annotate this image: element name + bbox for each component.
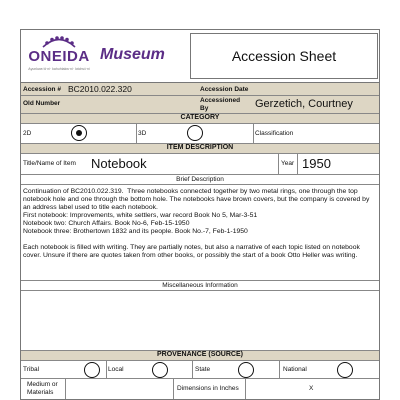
dimensions-x-label: X [309, 385, 314, 392]
year-value[interactable]: 1950 [302, 156, 331, 171]
provenance-options-row [21, 361, 379, 379]
sheet-title: Accession Sheet [190, 33, 378, 79]
dimensions-label: Dimensions in Inches [177, 385, 239, 392]
provenance-tribal-label: Tribal [23, 366, 40, 373]
old-number-label: Old Number [23, 100, 61, 107]
accession-sheet [20, 29, 380, 400]
brief-description-text: Continuation of BC2010.022.319. Three notebooks connected together by two metal rings, one through the top notebook hole and one through the bottom hole. The notebooks have brown covers, but the company is covered by an address label used to title each notebook. First notebook: Improvements, white settlers, war record Book No 5, Mar-3-51 Notebook two: Church Affairs. Book No-6, Feb-15-1950 Notebook three: Brothertown 1832 and its people. Book No.-7, Feb-1-1950 Each notebook is filled with writing. They are partially notes, but also a narrative of each topic listed on notebook cover. Unsure if there are quotes taken from other books, or possibly the start of a book Otto Heller was writing. [23, 188, 370, 259]
accessioned-by-label: Accessioned By [200, 97, 241, 112]
category-2d-radio[interactable] [71, 125, 87, 141]
provenance-heading: PROVENANCE (SOURCE) [21, 351, 379, 361]
category-heading: CATEGORY [21, 114, 379, 124]
title-label: Title/Name of Item [23, 160, 76, 167]
title-value[interactable]: Notebook [91, 156, 147, 171]
museum-title: Museum [100, 46, 165, 63]
medium-label: Medium or Materials [27, 381, 58, 396]
provenance-local-radio[interactable] [152, 362, 168, 378]
logo-text: ONEIDA [28, 48, 90, 65]
logo-arch-icon [41, 34, 77, 48]
misc-info-label: Miscellaneous Information [21, 281, 379, 291]
accession-number-value[interactable]: BC2010.022.320 [68, 84, 132, 94]
category-options-row [21, 124, 379, 144]
old-number-row [21, 96, 379, 114]
sheet-header [21, 30, 379, 83]
brief-description-box[interactable] [21, 185, 379, 281]
item-description-heading: ITEM DESCRIPTION [21, 144, 379, 154]
misc-info-box[interactable] [21, 291, 379, 351]
year-label: Year [281, 160, 295, 167]
provenance-state-radio[interactable] [238, 362, 254, 378]
category-3d-radio[interactable] [187, 125, 203, 141]
title-row [21, 154, 379, 175]
brief-description-label: Brief Description [21, 175, 379, 185]
accessioned-by-value[interactable]: Gerzetich, Courtney [255, 98, 353, 110]
category-3d-label: 3D [138, 130, 147, 137]
provenance-tribal-radio[interactable] [84, 362, 100, 378]
provenance-national-label: National [283, 366, 307, 373]
accession-number-row [21, 83, 379, 96]
accession-date-label: Accession Date [200, 86, 249, 93]
category-2d-label: 2D [23, 130, 32, 137]
logo-tagline: Ayunkwa·lɔ́·ni· kahuhtakw·ni· lotɔhsɔ́·ni [28, 67, 90, 71]
provenance-national-radio[interactable] [337, 362, 353, 378]
oneida-logo [21, 30, 97, 83]
classification-label: Classification [255, 130, 294, 137]
medium-dimensions-row [21, 379, 379, 400]
provenance-state-label: State [195, 366, 211, 373]
provenance-local-label: Local [108, 366, 124, 373]
accession-number-label: Accession # [23, 86, 61, 93]
